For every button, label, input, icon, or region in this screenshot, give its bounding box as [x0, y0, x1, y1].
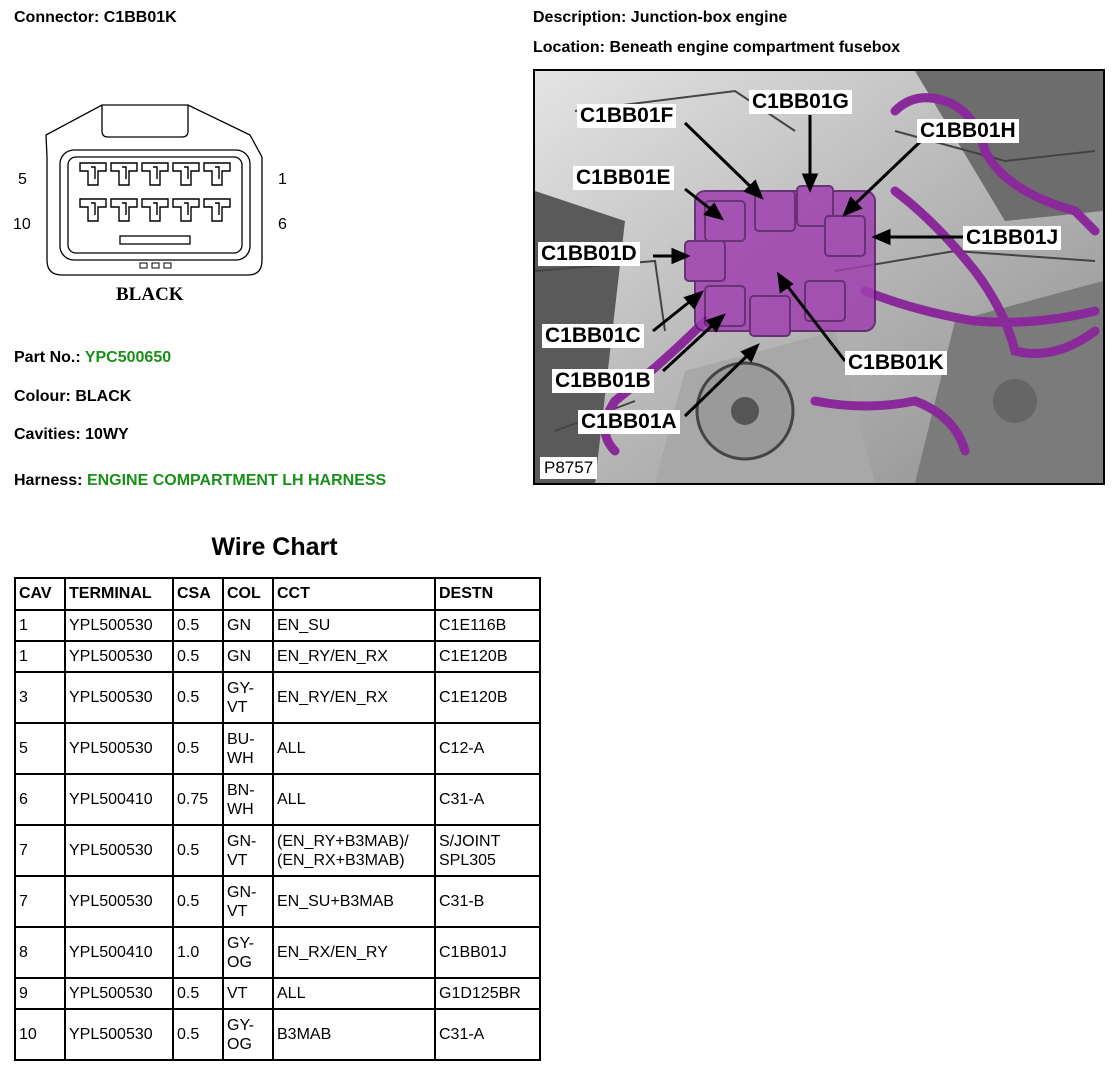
- cell-destn: [435, 1009, 540, 1060]
- cavities-label: Cavities:: [14, 426, 81, 443]
- cell-terminal: YPL500530: [65, 723, 173, 774]
- table-header-row: [15, 578, 540, 610]
- harness-line: [14, 472, 386, 490]
- location-line: [533, 39, 900, 57]
- cell-terminal: YPL500410: [65, 774, 173, 825]
- cell-cct: [273, 1009, 435, 1060]
- cell-col-line: GN: [227, 617, 251, 634]
- cell-destn-line: S/JOINT: [439, 832, 501, 850]
- cell-destn-line: C31-A: [439, 791, 485, 808]
- table-row: [15, 825, 540, 876]
- cell-destn: [435, 825, 540, 876]
- cell-col: [223, 1009, 273, 1060]
- cell-destn: [435, 927, 540, 978]
- cell-csa: 0.5: [173, 876, 223, 927]
- cell-col-line: GY-: [227, 679, 254, 697]
- cell-cct-line: ALL: [277, 985, 306, 1002]
- cell-destn: [435, 641, 540, 672]
- pin-cavity-3: [142, 163, 168, 185]
- table-row: [15, 641, 540, 672]
- cell-col-line: GY-: [227, 1016, 254, 1034]
- cell-cct: [273, 978, 435, 1009]
- colour-value: BLACK: [75, 388, 132, 405]
- table-row: [15, 876, 540, 927]
- cell-destn-line: C12-A: [439, 740, 485, 757]
- cell-terminal: YPL500530: [65, 876, 173, 927]
- cell-col-line: VT: [227, 698, 248, 716]
- pin-number-10: 10: [13, 216, 31, 233]
- cell-destn: [435, 876, 540, 927]
- cell-col: [223, 825, 273, 876]
- cell-col-line: GN-: [227, 832, 257, 850]
- cell-cct-line: B3MAB: [277, 1026, 332, 1043]
- cell-col: [223, 978, 273, 1009]
- cell-cct-line: (EN_RY+B3MAB)/: [277, 832, 409, 850]
- photo-callout-c1bb01h: C1BB01H: [917, 119, 1019, 143]
- wire-chart-table: [14, 577, 541, 1061]
- table-row: [15, 610, 540, 641]
- cell-cct: [273, 876, 435, 927]
- cell-cct-line: EN_RY/EN_RX: [277, 648, 388, 665]
- pin-cavity-8: [142, 199, 168, 221]
- cell-col-line: VT: [227, 902, 248, 920]
- photo-reference-number: P8757: [540, 457, 597, 479]
- cell-destn-line: G1D125BR: [439, 985, 521, 1002]
- location-value: Beneath engine compartment fusebox: [609, 39, 901, 56]
- photo-callout-c1bb01k: C1BB01K: [845, 351, 947, 375]
- cell-csa: 0.5: [173, 978, 223, 1009]
- part-number-link[interactable]: YPC500650: [84, 349, 172, 366]
- cell-csa: 0.75: [173, 774, 223, 825]
- cell-cct-line: ALL: [277, 791, 306, 808]
- cavities-line: [14, 426, 129, 444]
- location-photo: [533, 69, 1105, 485]
- cell-cct: [273, 825, 435, 876]
- photo-callout-c1bb01j: C1BB01J: [963, 226, 1061, 250]
- connector-line: [14, 9, 177, 27]
- header-destn: DESTN: [435, 578, 540, 610]
- cell-terminal: YPL500530: [65, 641, 173, 672]
- photo-callout-c1bb01b: C1BB01B: [552, 369, 654, 393]
- header-terminal: TERMINAL: [65, 578, 173, 610]
- cell-col-line: GN: [227, 648, 251, 665]
- cell-csa: 0.5: [173, 641, 223, 672]
- cell-cav: 1: [15, 610, 65, 641]
- cell-cct: [273, 927, 435, 978]
- pin-cavity-4: [111, 163, 137, 185]
- cell-destn: [435, 723, 540, 774]
- cell-cav: 6: [15, 774, 65, 825]
- cell-cct-line: (EN_RX+B3MAB): [277, 851, 405, 869]
- cell-cav: 5: [15, 723, 65, 774]
- cell-terminal: YPL500530: [65, 978, 173, 1009]
- cell-destn-line: C1BB01J: [439, 944, 507, 961]
- connector-value: C1BB01K: [103, 9, 177, 26]
- pin-number-5: 5: [18, 171, 27, 188]
- header-csa: CSA: [173, 578, 223, 610]
- pin-cavity-10: [80, 199, 106, 221]
- cell-cav: 7: [15, 876, 65, 927]
- cell-cav: 9: [15, 978, 65, 1009]
- cell-cav: 1: [15, 641, 65, 672]
- description-label: Description:: [533, 9, 627, 26]
- cell-cav: 7: [15, 825, 65, 876]
- connector-label: Connector:: [14, 9, 100, 26]
- cell-cct-line: EN_SU+B3MAB: [277, 893, 394, 910]
- cell-col-line: GY-: [227, 934, 254, 952]
- connector-face-diagram: [10, 95, 310, 310]
- cell-col-line: VT: [227, 985, 248, 1002]
- cell-terminal: YPL500530: [65, 672, 173, 723]
- pin-cavity-1: [204, 163, 230, 185]
- cell-col-line: OG: [227, 1035, 252, 1053]
- photo-callout-c1bb01d: C1BB01D: [538, 242, 640, 266]
- cell-destn-line: C1E116B: [439, 617, 507, 634]
- photo-callout-c1bb01g: C1BB01G: [749, 90, 852, 114]
- cell-destn: [435, 672, 540, 723]
- cell-col: [223, 723, 273, 774]
- header-cct: CCT: [273, 578, 435, 610]
- cell-destn-line: C31-A: [439, 1026, 485, 1043]
- wire-chart-title: Wire Chart: [211, 533, 338, 561]
- cell-col-line: GN-: [227, 883, 257, 901]
- photo-callout-c1bb01c: C1BB01C: [542, 324, 644, 348]
- cell-cct: [273, 672, 435, 723]
- harness-label: Harness:: [14, 472, 83, 489]
- cell-col: [223, 610, 273, 641]
- cell-col: [223, 641, 273, 672]
- cell-destn-line: SPL305: [439, 851, 496, 869]
- colour-label: Colour:: [14, 388, 71, 405]
- cell-cct: [273, 641, 435, 672]
- cavities-value: 10WY: [85, 426, 129, 443]
- cell-terminal: YPL500530: [65, 825, 173, 876]
- header-col: COL: [223, 578, 273, 610]
- cell-col: [223, 774, 273, 825]
- cell-destn-line: C31-B: [439, 893, 485, 910]
- cell-csa: 0.5: [173, 672, 223, 723]
- cell-terminal: YPL500410: [65, 927, 173, 978]
- cell-terminal: YPL500530: [65, 1009, 173, 1060]
- cell-terminal: YPL500530: [65, 610, 173, 641]
- photo-callout-c1bb01f: C1BB01F: [577, 104, 676, 128]
- pin-cavity-5: [80, 163, 106, 185]
- cell-cct: [273, 774, 435, 825]
- table-row: [15, 978, 540, 1009]
- cell-cct-line: EN_RY/EN_RX: [277, 689, 388, 706]
- cell-destn: [435, 774, 540, 825]
- cell-col: [223, 927, 273, 978]
- harness-link[interactable]: ENGINE COMPARTMENT LH HARNESS: [86, 472, 387, 489]
- cell-col-line: WH: [227, 749, 254, 767]
- cell-cct: [273, 610, 435, 641]
- pin-cavity-2: [173, 163, 199, 185]
- cell-cav: 8: [15, 927, 65, 978]
- part-number-label: Part No.:: [14, 349, 81, 366]
- cell-cct-line: EN_RX/EN_RY: [277, 944, 388, 961]
- table-row: [15, 1009, 540, 1060]
- pin-cavity-9: [111, 199, 137, 221]
- part-number-line: [14, 349, 171, 367]
- colour-line: [14, 388, 131, 406]
- pin-number-6: 6: [278, 216, 287, 233]
- description-line: [533, 9, 787, 27]
- cell-col-line: VT: [227, 851, 248, 869]
- cell-cct-line: ALL: [277, 740, 306, 757]
- cell-destn-line: C1E120B: [439, 689, 508, 706]
- location-label: Location:: [533, 39, 605, 56]
- cell-destn-line: C1E120B: [439, 648, 508, 665]
- header-cav: CAV: [15, 578, 65, 610]
- cell-col-line: WH: [227, 800, 254, 818]
- table-row: [15, 672, 540, 723]
- photo-callout-c1bb01e: C1BB01E: [573, 166, 674, 190]
- connector-color-caption: BLACK: [116, 284, 184, 305]
- table-row: [15, 774, 540, 825]
- cell-col-line: BN-: [227, 781, 255, 799]
- cell-col-line: OG: [227, 953, 252, 971]
- cell-csa: 0.5: [173, 610, 223, 641]
- table-row: [15, 723, 540, 774]
- description-value: Junction-box engine: [630, 9, 788, 26]
- pin-number-1: 1: [278, 171, 287, 188]
- pin-cavity-7: [173, 199, 199, 221]
- photo-callout-c1bb01a: C1BB01A: [578, 410, 680, 434]
- cell-cav: 10: [15, 1009, 65, 1060]
- cell-csa: 0.5: [173, 723, 223, 774]
- cell-cct: [273, 723, 435, 774]
- cell-destn: [435, 610, 540, 641]
- cell-csa: 1.0: [173, 927, 223, 978]
- cell-cav: 3: [15, 672, 65, 723]
- pin-cavity-6: [204, 199, 230, 221]
- cell-csa: 0.5: [173, 1009, 223, 1060]
- cell-col-line: BU-: [227, 730, 255, 748]
- cell-destn: [435, 978, 540, 1009]
- cell-col: [223, 672, 273, 723]
- cell-csa: 0.5: [173, 825, 223, 876]
- cell-cct-line: EN_SU: [277, 617, 331, 634]
- table-row: [15, 927, 540, 978]
- cell-col: [223, 876, 273, 927]
